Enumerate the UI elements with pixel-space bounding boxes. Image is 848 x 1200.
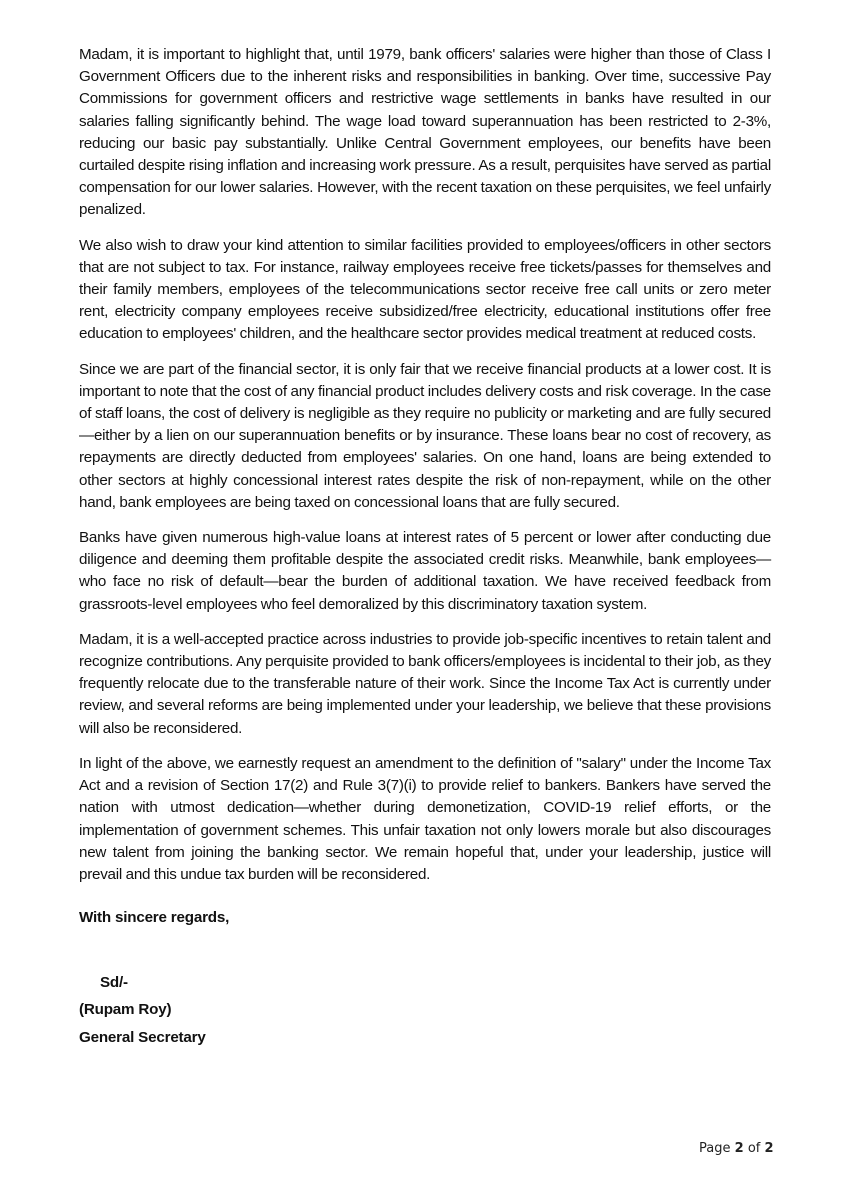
closing-salutation: With sincere regards, xyxy=(79,909,230,926)
signature-mark: Sd/- xyxy=(100,974,128,991)
paragraph-request: In light of the above, we earnestly request an amendment to the definition of "salary" under the Income Tax Act and a revision of Section 17(2) and Rule 3(7)(i) to provide relief to bankers. Bankers have served the nation with utmost dedication—whether during demonetization, COVID-19 relief efforts, or the implementation of government schemes. This unfair taxation not only lowers morale but also discourages new talent from joining the banking sector. We remain hopeful that, under your leadership, justice will prevail and this undue tax burden will be reconsidered. xyxy=(79,754,771,883)
of-word: of xyxy=(747,1141,761,1156)
page-word: Page xyxy=(699,1141,731,1156)
paragraph-incentives: Madam, it is a well-accepted practice across industries to provide job-specific incentives to retain talent and recognize contributions. Any perquisite provided to bank officers/employees is incidental to their job, as they frequently relocate due to the transferable nature of their work. Since the Income Tax Act is currently under review, and several reforms are being implemented under your leadership, we believe that these provisions will also be reconsidered. xyxy=(79,630,771,737)
total-pages-number: 2 xyxy=(764,1141,774,1156)
page-number xyxy=(699,1141,774,1156)
paragraph-salary-history: Madam, it is important to highlight that, until 1979, bank officers' salaries were higher than those of Class I Government Officers due to the inherent risks and responsibilities in banking. Over time, successive Pay Commissions for government officers and restrictive wage settlements in banks have resulted in our salaries falling significantly behind. The wage load toward superannuation has been restricted to 2-3%, reducing our basic pay substantially. Unlike Central Government employees, our benefits have been curtailed despite rising inflation and increasing work pressure. As a result, perquisites have served as partial compensation for our lower salaries. However, with the recent taxation on these perquisites, we feel unfairly penalized. xyxy=(79,46,771,219)
paragraph-high-value-loans: Banks have given numerous high-value loans at interest rates of 5 percent or lower after conducting due diligence and deeming them profitable despite the associated credit risks. Meanwhile, bank employees—who face no risk of default—bear the burden of additional taxation. We have received feedback from grassroots-level employees who feel demoralized by this discriminatory taxation system. xyxy=(79,529,771,613)
current-page-number: 2 xyxy=(734,1141,744,1156)
signatory-title: General Secretary xyxy=(79,1029,206,1046)
letter-body xyxy=(79,44,771,899)
signatory-name: (Rupam Roy) xyxy=(79,1001,172,1018)
paragraph-financial-sector: Since we are part of the financial sector, it is only fair that we receive financial products at a lower cost. It is important to note that the cost of any financial product includes delivery costs and risk coverage. In the case of staff loans, the cost of delivery is negligible as they require no publicity or marketing and are fully secured—either by a lien on our superannuation benefits or by insurance. These loans bear no cost of recovery, as repayments are directly deducted from employees' salaries. On one hand, loans are being extended to other sectors at highly concessional interest rates despite the risk of non-repayment, while on the other hand, bank employees are being taxed on concessional loans that are fully secured. xyxy=(79,360,771,511)
paragraph-other-sectors: We also wish to draw your kind attention to similar facilities provided to employees/officers in other sectors that are not subject to tax. For instance, railway employees receive free tickets/passes for themselves and their family members, employees of the telecommunications sector receive free call units or zero meter rent, electricity company employees receive subsidized/free electricity, educational institutions offer free education to employees' children, and the healthcare sector provides medical treatment at reduced costs. xyxy=(79,236,771,343)
